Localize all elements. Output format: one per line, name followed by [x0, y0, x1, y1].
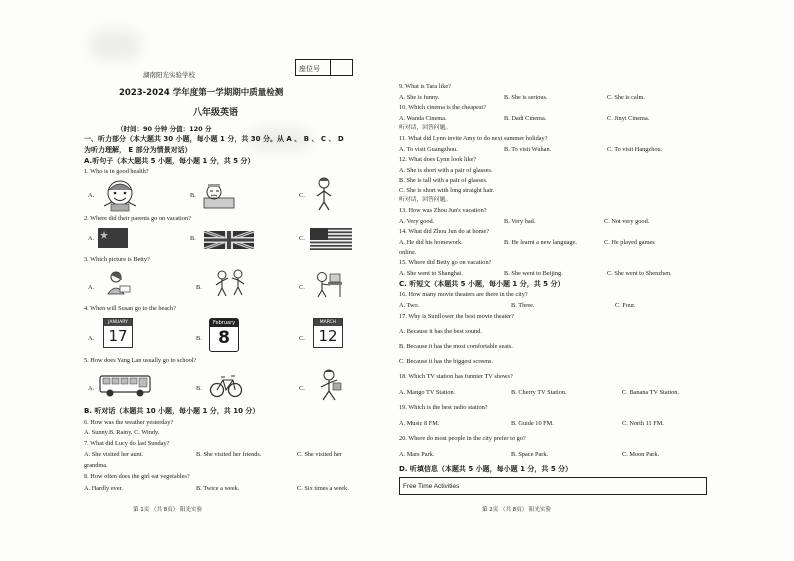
question-11: 11. What did Lynn invite Amy to do next summer holiday? — [399, 135, 548, 142]
question-13-option-b: B. Very bad. — [504, 218, 536, 225]
option-label: B. — [190, 192, 196, 199]
time-score: （时间：90 分钟 分值：120 分 — [117, 125, 212, 133]
tall-kid-picture — [313, 176, 335, 212]
question-19-option-b: B. Guide 10 FM. — [511, 420, 554, 427]
question-9-option-c: C. She is calm. — [607, 94, 645, 101]
listen-instruction: 听对话，回答问题。 — [399, 197, 452, 203]
question-15-option-b: B. She went to Beijing. — [504, 270, 563, 277]
question-15-option-a: A. She went to Shanghai. — [399, 270, 464, 277]
question-15: 15. Where did Betty go on vacation? — [399, 259, 492, 266]
question-19-option-a: A. Music 8 FM. — [399, 420, 440, 427]
calendar-february — [209, 318, 239, 352]
school-name: 湖南阳光实验学校 — [143, 71, 195, 79]
option-label: C. — [299, 284, 305, 291]
footer-right: 第 2页 （共 8页） 阳光实验 — [482, 507, 551, 513]
usa-flag-icon — [310, 228, 352, 250]
question-20-option-c: C. Moon Park. — [622, 451, 660, 458]
calendar-march — [313, 318, 343, 348]
question-13-option-c: C. Not very good. — [604, 218, 650, 225]
question-13-option-a: A. Very good. — [399, 218, 435, 225]
question-8-option-a: A. Hardly ever. — [84, 485, 123, 492]
question-7-option-c-cont: grandma. — [84, 462, 108, 469]
question-1: 1. Who is in good health? — [84, 168, 149, 175]
table-title: Free Time Activities — [403, 483, 460, 490]
question-18: 18. Which TV station has funnier TV shows? — [399, 373, 513, 380]
section-c-heading: C. 听短文（本题共 5 小题，每小题 1 分，共 5 分） — [399, 280, 565, 288]
question-9: 9. What is Tara like? — [399, 83, 451, 90]
question-5: 5. How does Yang Lan usually go to school? — [84, 357, 197, 364]
question-20-option-b: B. Space Park. — [511, 451, 549, 458]
girl-reading-picture — [104, 270, 132, 296]
healthy-kid-picture — [100, 178, 140, 212]
option-label: C. — [299, 192, 305, 199]
option-label: C. — [299, 385, 305, 392]
question-16-option-b: B. Three. — [511, 302, 535, 309]
calendar-month: February — [210, 319, 238, 327]
question-17: 17. Why is Sunflower the best movie theater? — [399, 313, 514, 320]
question-2: 2. Where did their parents go on vacation? — [84, 215, 191, 222]
question-12-option-a: A. She is short with a pair of glasses. — [399, 167, 493, 174]
option-label: B. — [196, 385, 202, 392]
listen-instruction: 听对话，回答问题。 — [399, 125, 452, 131]
kids-playing-picture — [210, 268, 250, 298]
question-12-option-c: C. She is short with long straight hair. — [399, 187, 495, 194]
section-one-heading: 一、听力部分（本大题共 30 小题，每小题 1 分，共 30 分。从 A 、 B 、 C 、 D — [84, 135, 344, 143]
option-label: C. — [299, 335, 305, 342]
seat-divider — [330, 60, 331, 75]
question-9-option-a: A. She is funny. — [399, 94, 440, 101]
option-label: B. — [196, 284, 202, 291]
question-14-option-c-cont: online. — [399, 249, 417, 256]
option-label: A. — [88, 335, 95, 342]
question-14: 14. What did Zhou Jun do at home? — [399, 228, 490, 235]
calendar-january — [103, 318, 133, 348]
question-8-option-b: B. Twice a week. — [196, 485, 240, 492]
uk-flag-icon — [204, 231, 254, 249]
question-14-option-c: C. He played games — [604, 239, 655, 246]
option-label: C. — [299, 235, 305, 242]
question-18-option-b: B. Cherry TV Station. — [511, 389, 567, 396]
question-19-option-c: C. North 11 FM. — [622, 420, 664, 427]
free-time-activities-table — [399, 477, 707, 495]
option-label: B. — [190, 235, 196, 242]
exam-title: 2023-2024 学年度第一学期期中质量检测 — [119, 88, 284, 98]
question-8: 8. How often does the girl eat vegetables? — [84, 473, 190, 480]
bus-picture — [98, 374, 152, 398]
question-20: 20. Where do most people in the city prefer to go? — [399, 435, 526, 442]
question-17-option-b: B. Because it has the most comfortable seats. — [399, 343, 513, 350]
option-label: A. — [88, 192, 95, 199]
question-12: 12. What does Lynn look like? — [399, 156, 477, 163]
sick-kid-picture — [202, 178, 236, 212]
calendar-day: 12 — [318, 327, 338, 345]
question-10: 10. Which cinema is the cheapest? — [399, 104, 486, 111]
question-9-option-b: B. She is serious. — [504, 94, 548, 101]
footer-left: 第 1页 （共 8页） 阳光实验 — [133, 507, 202, 513]
calendar-month: JANUARY — [104, 319, 132, 326]
calendar-day: 17 — [108, 327, 128, 345]
question-7-option-c: C. She visited her — [297, 451, 342, 458]
question-19: 19. Which is the best radio station? — [399, 404, 488, 411]
question-18-option-a: A. Mango TV Station. — [399, 389, 456, 396]
question-15-option-c: C. She went to Shenzhen. — [607, 270, 672, 277]
girl-at-desk-picture — [312, 270, 344, 298]
question-3: 3. Which picture is Betty? — [84, 256, 150, 263]
question-7-option-a: A. She visited her aunt. — [84, 451, 144, 458]
question-14-option-b: B. He learnt a new language. — [504, 239, 577, 246]
question-16-option-c: C. Four. — [615, 302, 636, 309]
option-label: A. — [88, 235, 95, 242]
bicycle-picture — [209, 372, 243, 398]
question-11-option-c: C. To visit Hangzhou. — [607, 146, 663, 153]
question-7: 7. What did Lucy do last Sunday? — [84, 440, 170, 447]
calendar-day: 8 — [218, 328, 230, 348]
question-10-option-b: B. Dadi Cinema. — [504, 115, 547, 122]
question-12-option-b: B. She is tall with a pair of glasses. — [399, 177, 488, 184]
question-11-option-b: B. To visit Wuhan. — [504, 146, 552, 153]
question-17-option-a: A. Because it has the best sound. — [399, 328, 482, 335]
section-one-heading-2: 为听力理解， E 部分为情景对话） — [84, 146, 192, 154]
section-b-heading: B. 听对话（本题共 10 小题，每小题 1 分，共 10 分） — [84, 407, 260, 415]
seat-number-box — [295, 59, 353, 76]
option-label: A. — [88, 385, 95, 392]
option-label: B. — [196, 335, 202, 342]
option-label: A. — [88, 284, 95, 291]
question-10-option-a: A. Wanda Cinema. — [399, 115, 447, 122]
question-14-option-a: A. He did his homework. — [399, 239, 463, 246]
question-13: 13. How was Zhou Jun's vacation? — [399, 207, 487, 214]
question-7-option-b: B. She visited her friends. — [196, 451, 262, 458]
question-11-option-a: A. To visit Guangzhou. — [399, 146, 458, 153]
question-18-option-c: C. Banana TV Station. — [622, 389, 679, 396]
part-a-heading: A.听句子（本大题共 5 小题，每小题 1 分，共 5 分） — [84, 157, 255, 165]
question-16: 16. How many movie theaters are there in the city? — [399, 291, 528, 298]
calendar-month: MARCH — [314, 319, 342, 326]
question-6-options: A. Sunny.B. Rainy. C. Windy. — [84, 429, 160, 436]
question-16-option-a: A. Two. — [399, 302, 420, 309]
boy-walking-picture — [313, 368, 345, 402]
section-d-heading: D. 听填信息（本题共 5 小题，每小题 1 分，共 5 分） — [399, 465, 573, 473]
question-20-option-a: A. Mars Park. — [399, 451, 435, 458]
question-10-option-c: C. Jinyi Cinema. — [607, 115, 650, 122]
china-flag-icon — [98, 228, 128, 248]
question-17-option-c: C. Because it has the biggest screens. — [399, 358, 494, 365]
seat-label: 座位号 — [299, 65, 320, 73]
question-4: 4. When will Susan go to the beach? — [84, 305, 176, 312]
question-8-option-c: C. Six times a week. — [297, 485, 349, 492]
subject-title: 八年级英语 — [193, 108, 239, 118]
question-6: 6. How was the weather yesterday? — [84, 419, 174, 426]
